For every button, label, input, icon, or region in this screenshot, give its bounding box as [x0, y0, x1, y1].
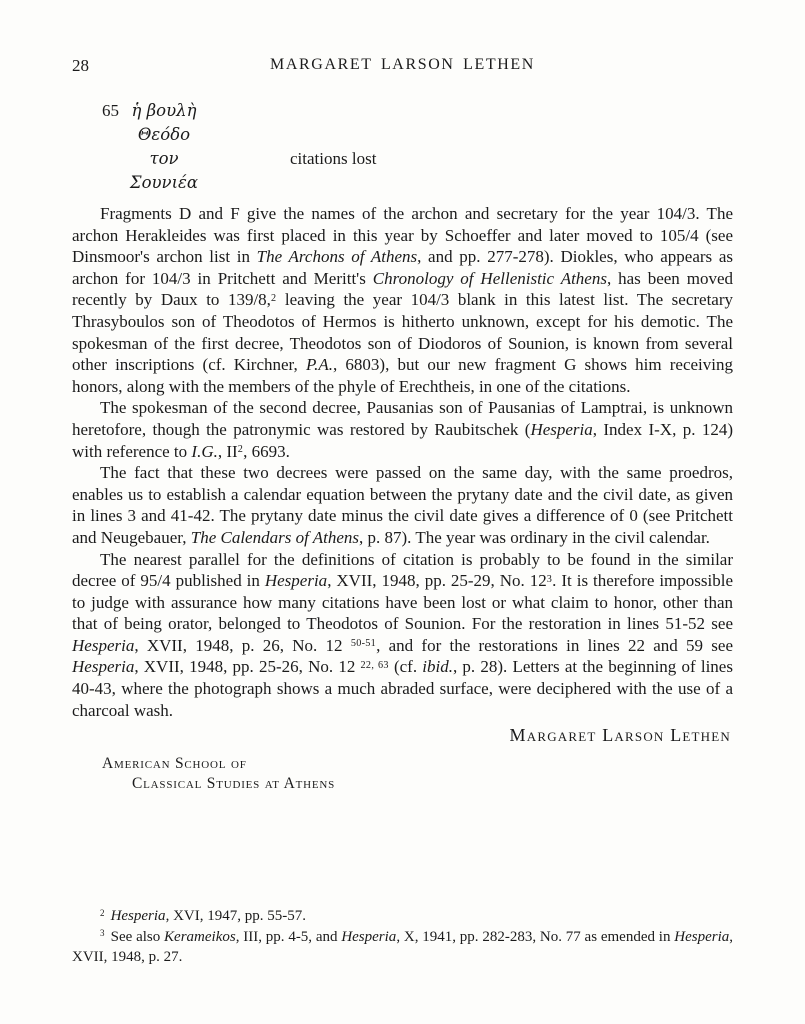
greek-line: Θεόδο	[137, 125, 191, 144]
inscription-line-number: 65	[102, 101, 119, 120]
author-signature: Margaret Larson Lethen	[509, 725, 731, 746]
greek-line: τον	[149, 149, 179, 168]
footnote: $^2$ Hesperia, XVI, 1947, pp. 55-57.	[100, 907, 306, 924]
running-head	[0, 56, 805, 80]
greek-line: Σουνιέα	[129, 173, 199, 192]
greek-line: ἡ βουλὴ	[131, 101, 197, 120]
inscription-block	[72, 99, 692, 199]
body-paragraph: The nearest parallel for the definitions of citation is probably to be found in the similar decree of 95/4 published in Hesperia, XVII, 1948, pp. 25-29, No. $12^3$. It is therefore impossible to judge with assurance how many citations have been lost or what claim to honor, other than that of being orator, belonged to Theodotos of Sounion. For the restoration in lines 51-52 see Hesperia, XVII, 1948, p. 26, No. 12 $^{50-51}$, and for the restorations in lines 22 and 59 see Hesperia, XVII, 1948, pp. 25-26, No. 12 $^{22, 63}$ (cf. ibid., p. 28). Letters at the beginning of lines 40-43, where the photograph shows a much abraded surface, were deciphered with the use of a charcoal wash.	[72, 549, 733, 720]
running-header-title: MARGARET LARSON LETHEN	[270, 56, 535, 73]
citations-lost-note: citations lost	[290, 149, 377, 168]
footnote-marker: 3	[100, 928, 105, 939]
footnotes-section	[72, 906, 733, 968]
affiliation-block	[72, 754, 733, 794]
footnote-marker: 2	[100, 907, 105, 918]
page-number: 28	[72, 56, 89, 75]
affiliation-line: Classical Studies at Athens	[132, 774, 336, 792]
body-paragraph: The fact that these two decrees were passed on the same day, with the same proedros, enables us to establish a calendar equation between the prytany date and the civil date, as given in lines 3 and 41-42. The prytany date minus the civil date gives a difference of 0 (see Pritchett and Neugebauer, The Calendars of Athens, p. 87). The year was ordinary in the civil calendar.	[72, 463, 733, 547]
affiliation-line: American School of	[102, 754, 247, 772]
footnote: $^3$ See also Kerameikos, III, pp. 4-5, and Hesperia, X, 1941, pp. 282-283, No. 77 as emended in Hesperia, XVII, 1948, p. 27.	[72, 928, 733, 965]
body-paragraphs	[72, 203, 733, 721]
article-body	[72, 203, 733, 794]
greek-text-column	[106, 99, 222, 195]
body-paragraph: The spokesman of the second decree, Pausanias son of Pausanias of Lamptrai, is unknown heretofore, though the patronymic was restored by Raubitschek (Hesperia, Index I-X, p. 124) with reference to I.G., $II^2$, 6693.	[72, 398, 733, 461]
body-paragraph: Fragments D and F give the names of the archon and secretary for the year 104/3. The archon Herakleides was first placed in this year by Schoeffer and later moved to 105/4 (see Dinsmoor's archon list in The Archons of Athens, and pp. 277-278). Diokles, who appears as archon for 104/3 in Pritchett and Meritt's Chronology of Hellenistic Athens, has been moved recently by Daux to 139/8,$^2$ leaving the year 104/3 blank in this latest list. The secretary Thrasyboulos son of Theodotos of Hermos is hitherto unknown, except for his demotic. The spokesman of the first decree, Theodotos son of Diodoros of Sounion, is known from several other inscriptions (cf. Kirchner, P.A., 6803), but our new fragment G shows him receiving honors, along with the members of the phyle of Erechtheis, in one of the citations.	[72, 204, 734, 396]
